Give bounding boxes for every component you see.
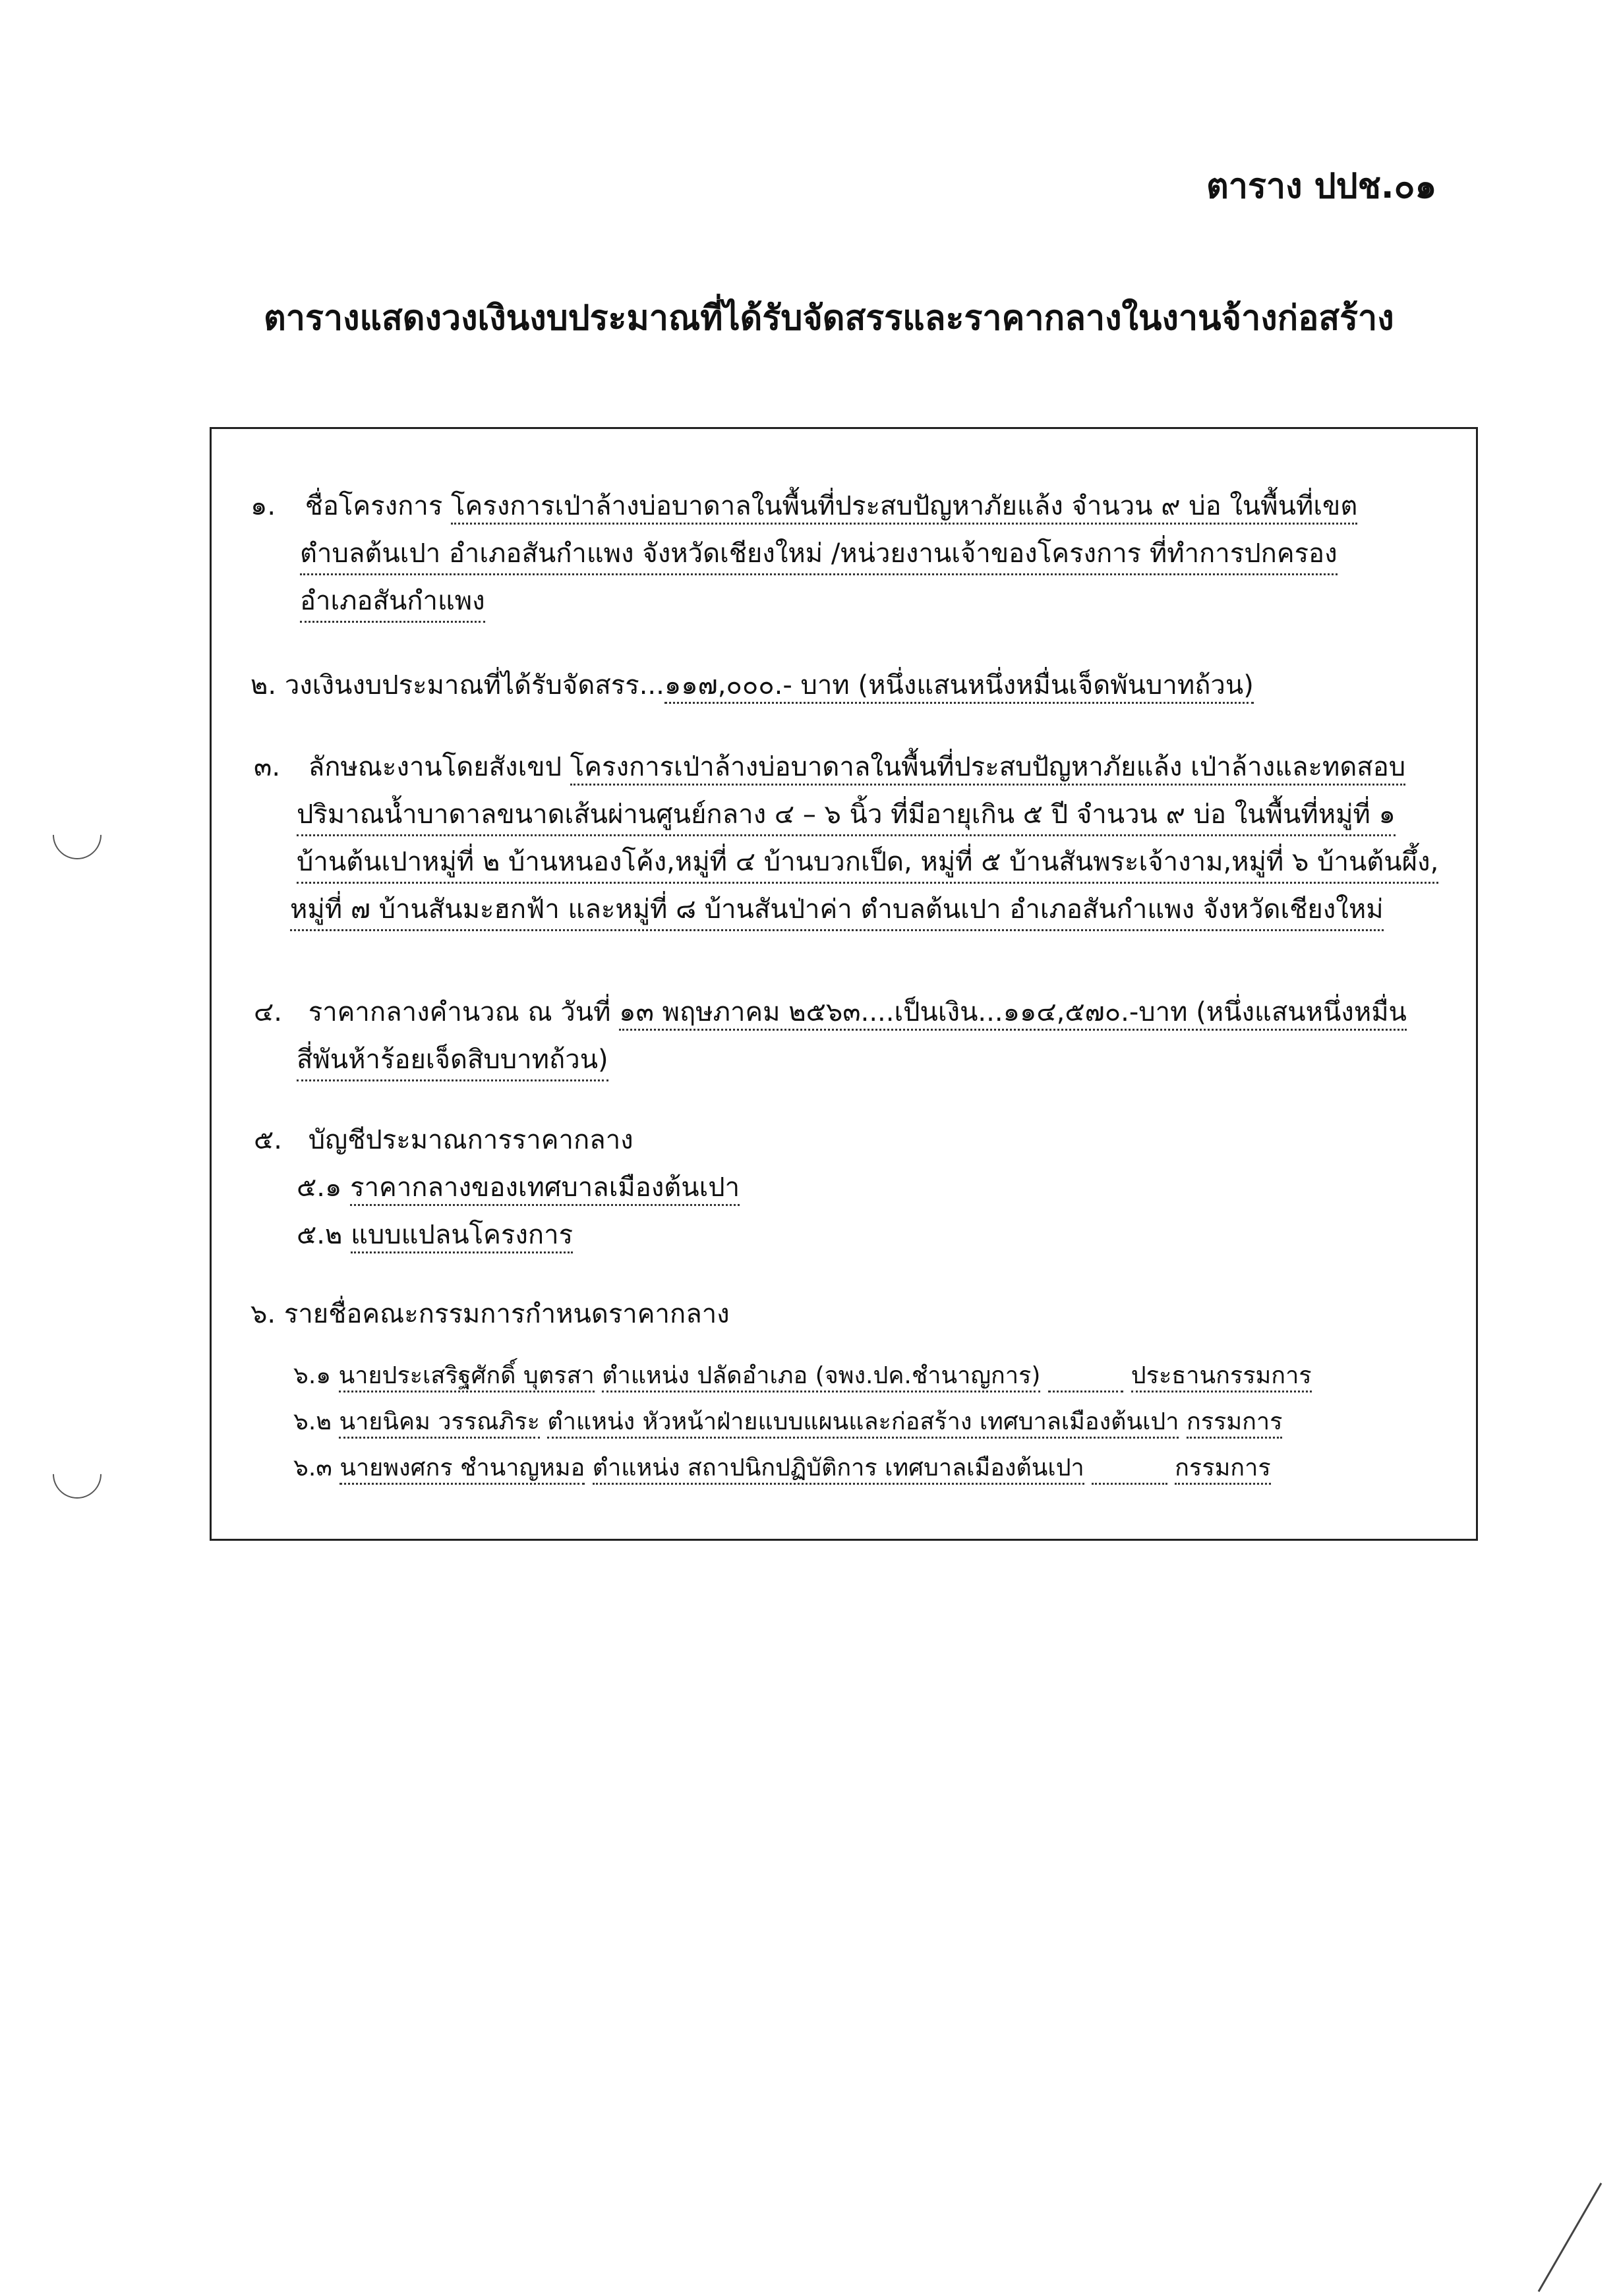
item-2-amount: ๑๑๗,๐๐๐.- บาท (หนึ่งแสนหนึ่งหมื่นเจ็ดพันบาทถ้วน) [664, 670, 1254, 704]
item-3-line-4: หมู่ที่ ๗ บ้านสันมะฮกฟ้า และหมู่ที่ ๘ บ้านสันป่าค่า ตำบลต้นเปา อำเภอสันกำแพง จังหวัดเชียงใหม่ [290, 891, 1384, 931]
item-5-label: บัญชีประมาณการราคากลาง [308, 1125, 633, 1155]
item-5-1-number: ๕.๑ [297, 1172, 342, 1203]
member-2-position: ตำแหน่ง หัวหน้าฝ่ายแบบแผนและก่อสร้าง เทศบาลเมืองต้นเปา [547, 1408, 1179, 1439]
member-1-role: ประธานกรรมการ [1131, 1362, 1312, 1392]
item-5-line [254, 1122, 633, 1159]
item-6-number: ๖. [250, 1299, 276, 1329]
committee-member-2 [293, 1404, 1282, 1441]
item-3-number: ๓. [254, 752, 281, 782]
binder-hole-mark-bottom [43, 1440, 112, 1509]
member-2-number: ๖.๒ [293, 1408, 332, 1435]
item-2-label: วงเงินงบประมาณที่ได้รับจัดสรร... [284, 670, 664, 701]
item-4-price: ๑๓ พฤษภาคม ๒๕๖๓....เป็นเงิน...๑๑๔,๕๗๐.-บาท (หนึ่งแสนหนึ่งหมื่น [619, 997, 1407, 1031]
item-3-label: ลักษณะงานโดยสังเขป [308, 752, 562, 782]
binder-hole-mark-top [43, 801, 112, 870]
item-6-line [250, 1296, 730, 1333]
member-2-name: นายนิคม วรรณภิระ [339, 1408, 539, 1439]
member-1-dots [1048, 1362, 1123, 1392]
item-6-label: รายชื่อคณะกรรมการกำหนดราคากลาง [283, 1299, 730, 1329]
item-5-2-number: ๕.๒ [297, 1220, 343, 1250]
item-2-line [250, 667, 1254, 704]
item-3-line-2: ปริมาณน้ำบาดาลขนาดเส้นผ่านศูนย์กลาง ๔ – ๖ นิ้ว ที่มีอายุเกิน ๕ ปี จำนวน ๙ บ่อ ในพื้นที่หมู่ที่ ๑ [297, 796, 1396, 836]
member-1-number: ๖.๑ [293, 1362, 332, 1389]
member-1-position: ตำแหน่ง ปลัดอำเภอ (จพง.ปค.ชำนาญการ) [602, 1362, 1040, 1392]
item-4-line-1 [254, 994, 1407, 1031]
item-1-line-3: อำเภอสันกำแพง [300, 583, 485, 623]
document-title: ตารางแสดงวงเงินงบประมาณที่ได้รับจัดสรรและราคากลางในงานจ้างก่อสร้าง [264, 299, 1394, 338]
item-4-line-2: สี่พันห้าร้อยเจ็ดสิบบาทถ้วน) [297, 1041, 608, 1081]
form-code: ตาราง ปปช.๐๑ [1206, 167, 1437, 206]
committee-member-1 [293, 1358, 1312, 1394]
member-3-dots [1092, 1454, 1167, 1485]
member-1-name: นายประเสริฐศักดิ์ บุตรสา [339, 1362, 595, 1392]
item-1-label: ชื่อโครงการ [305, 491, 443, 521]
item-4-label: ราคากลางคำนวณ ณ วันที่ [308, 997, 611, 1027]
item-5-2-text: แบบแปลนโครงการ [351, 1220, 573, 1253]
item-3-line-1 [254, 749, 1405, 786]
member-2-role: กรรมการ [1187, 1408, 1283, 1439]
pen-stroke-mark [1538, 2183, 1603, 2292]
item-5-1-text: ราคากลางของเทศบาลเมืองต้นเปา [350, 1172, 740, 1206]
item-1-line-2: ตำบลต้นเปา อำเภอสันกำแพง จังหวัดเชียงใหม่ /หน่วยงานเจ้าของโครงการ ที่ทำการปกครอง [300, 535, 1338, 575]
item-3-description: โครงการเป่าล้างบ่อบาดาลในพื้นที่ประสบปัญหาภัยแล้ง เป่าล้างและทดสอบ [570, 752, 1405, 786]
item-1-project-name: โครงการเป่าล้างบ่อบาดาลในพื้นที่ประสบปัญหาภัยแล้ง จำนวน ๙ บ่อ ในพื้นที่เขต [451, 491, 1357, 525]
member-3-number: ๖.๓ [293, 1454, 332, 1481]
item-3-line-3: บ้านต้นเปาหมู่ที่ ๒ บ้านหนองโค้ง,หมู่ที่ ๔ บ้านบวกเป็ด, หมู่ที่ ๕ บ้านสันพระเจ้างาม,หมู่ที่ ๖ บ้านต้นผึ้ง, [297, 844, 1438, 884]
member-3-name: นายพงศกร ชำนาญหมอ [339, 1454, 585, 1485]
member-3-role: กรรมการ [1175, 1454, 1271, 1485]
item-4-number: ๔. [254, 997, 282, 1027]
item-5-2-line [297, 1217, 573, 1253]
committee-member-3 [293, 1450, 1271, 1487]
member-3-position: ตำแหน่ง สถาปนิกปฏิบัติการ เทศบาลเมืองต้นเปา [593, 1454, 1084, 1485]
item-1-line-1 [250, 488, 1357, 525]
item-2-number: ๒. [250, 670, 277, 701]
item-1-number: ๑. [250, 491, 276, 521]
item-5-number: ๕. [254, 1125, 282, 1155]
item-5-1-line [297, 1169, 740, 1206]
